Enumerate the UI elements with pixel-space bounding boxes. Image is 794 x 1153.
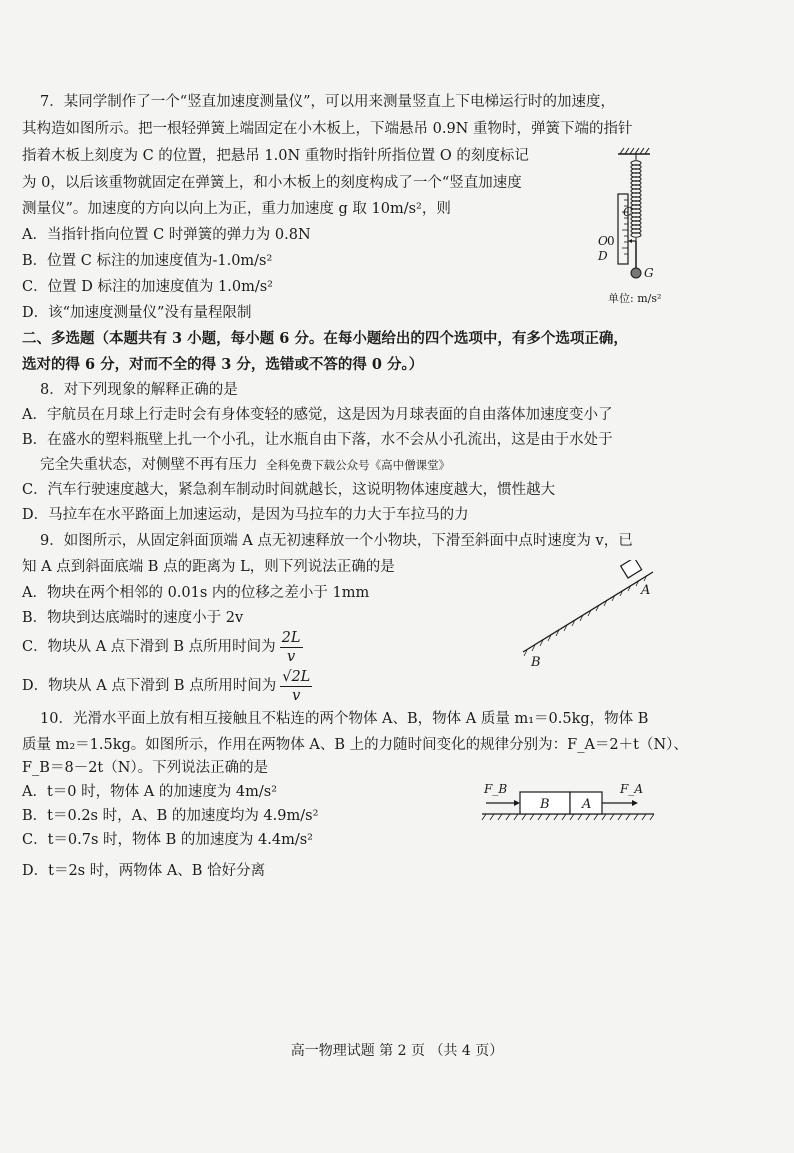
block-A-label: A: [582, 797, 592, 812]
force-FB-label: F_B: [484, 782, 508, 796]
fraction-numerator: √2L: [282, 668, 311, 685]
q9-option-b: B．物块到达底端时的速度小于 2v: [22, 610, 244, 626]
q8-option-b-line-1: B．在盛水的塑料瓶壁上扎一个小孔，让水瓶自由下落，水不会从小孔流出，这是由于水处于: [22, 432, 613, 448]
q9-option-a: A．物块在两个相邻的 0.01s 内的位移之差小于 1mm: [22, 585, 370, 601]
q10-line-2: 质量 m₂＝1.5kg。如图所示，作用在两物体 A、B 上的力随时间变化的规律分别为：F_A＝2＋t（N）、: [22, 737, 688, 753]
label-zero: 0: [607, 234, 615, 248]
fraction-numerator: 2L: [281, 629, 301, 646]
q7-line-2: 其构造如图所示。把一根轻弹簧上端固定在小木板上，下端悬吊 0.9N 重物时，弹簧下端的指针: [22, 121, 633, 137]
q8-stem: 8．对下列现象的解释正确的是: [40, 382, 238, 398]
q10-option-b: B．t＝0.2s 时，A、B 的加速度均为 4.9m/s²: [22, 808, 319, 824]
blocks-figure: [478, 776, 658, 828]
q10-option-d: D．t＝2s 时，两物体 A、B 恰好分离: [22, 863, 266, 879]
q8-option-a: A．宇航员在月球上行走时会有身体变轻的感觉，这是因为月球表面的自由落体加速度变小了: [22, 407, 613, 423]
q7-line-3: 指着木板上刻度为 C 的位置，把悬吊 1.0N 重物时指针所指位置 O 的刻度标记: [22, 148, 529, 164]
q7-line-5: 测量仪”。加速度的方向以向上为正，重力加速度 g 取 10m/s²，则: [22, 201, 451, 217]
page-footer: 高一物理试题 第 2 页 （共 4 页）: [290, 1043, 504, 1059]
label-G: G: [644, 266, 654, 280]
q9-line-2: 知 A 点到斜面底端 B 点的距离为 L，则下列说法正确的是: [22, 559, 395, 575]
q9-option-d: [22, 667, 312, 705]
q10-line-1: 10．光滑水平面上放有相互接触且不粘连的两个物体 A、B，物体 A 质量 m₁＝0.5kg，物体 B: [40, 711, 649, 727]
q8-option-b-line-2: [40, 455, 450, 475]
unit-label: 单位: m/s²: [608, 292, 662, 305]
q7-line-1: 7．某同学制作了一个“竖直加速度测量仪”，可以用来测量竖直上下电梯运行时的加速度，: [40, 94, 616, 110]
fraction-denominator: v: [292, 687, 301, 704]
section2-header-line-1: 二、多选题（本题共有 3 小题，每小题 6 分。在每小题给出的四个选项中，有多个选项正确，: [22, 330, 628, 347]
q9-option-d-text: D．物块从 A 点下滑到 B 点所用时间为: [22, 678, 277, 694]
fraction-denominator: v: [287, 648, 296, 665]
q9-option-c-fraction: [280, 629, 303, 666]
q9-option-d-fraction: [280, 668, 312, 705]
section2-header-line-2: 选对的得 6 分，对而不全的得 3 分，选错或不答的得 0 分。）: [22, 356, 424, 373]
q10-option-a: A．t＝0 时，物体 A 的加速度为 4m/s²: [22, 784, 278, 800]
force-FA-label: F_A: [620, 782, 643, 796]
q10-line-3: F_B＝8－2t（N）。下列说法正确的是: [22, 760, 269, 776]
q8-option-d: D．马拉车在水平路面上加速运动，是因为马拉车的力大于车拉马的力: [22, 507, 469, 523]
label-A: A: [641, 583, 651, 598]
label-D: D: [598, 249, 608, 263]
label-O: O: [598, 234, 608, 248]
q7-option-a: A．当指针指向位置 C 时弹簧的弹力为 0.8N: [22, 227, 311, 243]
watermark-text: 全科免费下载公众号《高中僧课堂》: [266, 458, 451, 472]
block-B-label: B: [540, 797, 550, 812]
q9-option-c-text: C．物块从 A 点下滑到 B 点所用时间为: [22, 639, 276, 655]
q7-option-c: C．位置 D 标注的加速度值为 1.0m/s²: [22, 279, 273, 295]
q9-option-c: [22, 628, 303, 666]
q10-option-c: C．t＝0.7s 时，物体 B 的加速度为 4.4m/s²: [22, 832, 313, 848]
q7-option-b: B．位置 C 标注的加速度值为-1.0m/s²: [22, 253, 273, 269]
label-B: B: [531, 655, 541, 670]
q7-option-d: D．该“加速度测量仪”没有量程限制: [22, 305, 252, 321]
q9-line-1: 9．如图所示，从固定斜面顶端 A 点无初速释放一个小物块，下滑至斜面中点时速度为 v，已: [40, 533, 633, 549]
q8-option-b-text: 完全失重状态，对侧壁不再有压力: [40, 457, 258, 473]
q7-line-4: 为 0，以后该重物就固定在弹簧上，和小木板上的刻度构成了一个“竖直加速度: [22, 175, 522, 191]
spring-accelerometer-figure: [588, 146, 688, 311]
q8-option-c: C．汽车行驶速度越大，紧急刹车制动时间就越长，这说明物体速度越大，惯性越大: [22, 482, 556, 498]
label-C: C: [623, 205, 633, 219]
incline-figure: [515, 560, 665, 670]
